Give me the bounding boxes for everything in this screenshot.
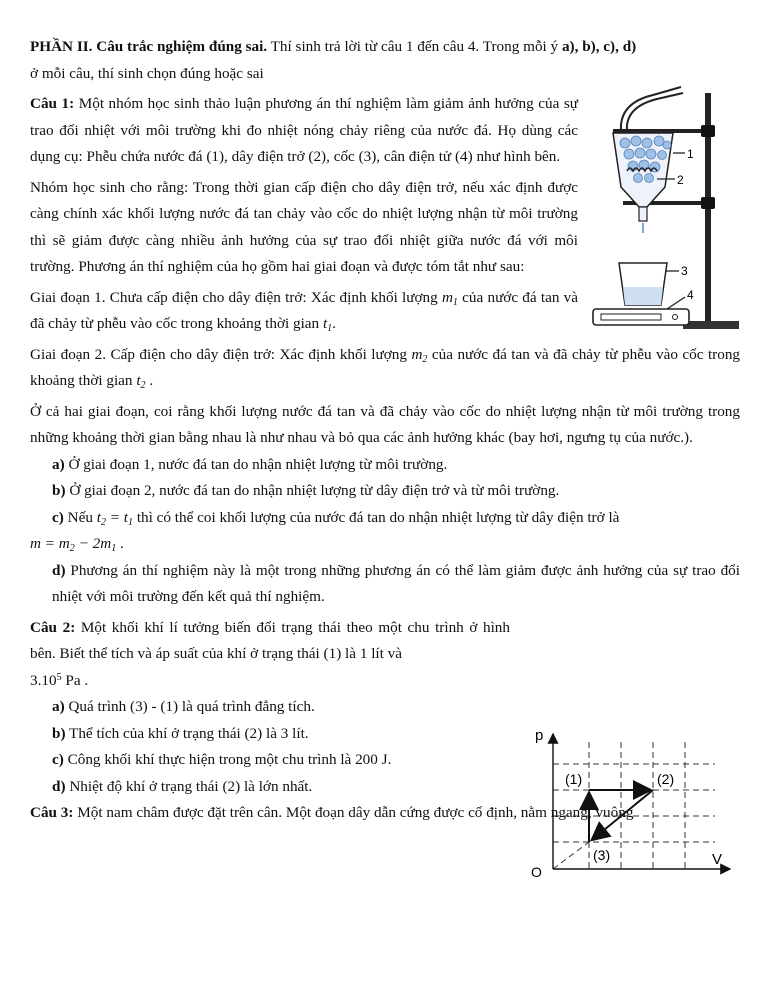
stand-base [683,321,739,329]
label-4: 4 [687,288,694,302]
part-title: PHẦN II. Câu trắc nghiệm đúng sai. [30,38,268,55]
v-axis-label: V [712,851,723,868]
m2-symbol: $m_2$ [411,345,428,365]
q3-intro: Câu 3: Một nam châm được đặt trên cân. Một đoạn dây dẫn cứng được cố định, nằm ngang, vuông [30,804,634,821]
q2-label: Câu 2: [30,618,76,636]
label-3: 3 [681,264,688,278]
q2-intro: Câu 2: Một khối khí lí tưởng biến đổi trạng thái theo một chu trình ở hình bên. Biết thể tích và áp suất của khí ở trạng thái (1) là 1 lít và 3.10$^5$ Pa . [30,618,510,689]
q1-assumption: Ở cả hai giai đoạn, coi rằng khối lượng nước đá tan và đã chảy vào cốc do nhiệt lượng nhận từ môi trường trong những khoảng thời gian bằng nhau là như nhau và bỏ qua các ảnh hưởng khác (bay hơi, ngưng tụ của nước.). [30,402,740,446]
state-3-label: (3) [593,847,611,863]
wire [621,87,681,131]
p-axis-label: p [535,727,544,744]
q3-label: Câu 3: [30,804,74,821]
part-instruction: Thí sinh trả lời từ câu 1 đến câu 4. Trong mỗi ý [267,38,562,55]
t-equation: $t_2 = t_1$ [96,508,134,528]
q1-intro: Câu 1: Một nhóm học sinh thảo luận phương án thí nghiệm làm giảm ảnh hưởng của sự trao đổi nhiệt với môi trường khi đo nhiệt nóng chảy riêng của nước đá. Họ dùng các dụng cụ: Phễu chứa nước đá (1), dây điện trở (2), cốc (3), cân điện tử (4) như hình bên. [30,95,578,165]
part-instruction-options: a), b), c), d) [561,38,637,55]
state-2-label: (2) [657,771,675,787]
q2-option-d[interactable]: d) Nhiệt độ khí ở trạng thái (2) là lớn nhất. [52,777,313,795]
q1-para2: Nhóm học sinh cho rằng: Trong thời gian cấp điện cho dây điện trở, nếu xác định được càng chính xác khối lượng nước đá tan chảy vào cốc do nhiệt lượng nhận từ môi trường thì sẽ giảm được càng nhiều ảnh hưởng của sự trao đổi nhiệt giữa nước đá với môi trường. Phương án thí nghiệm của họ gồm hai giai đoạn và được tóm tắt như sau: [30,178,578,275]
q1-option-d[interactable]: d) Phương án thí nghiệm này là một trong những phương án có thể làm giảm được ảnh hưởng của sự trao đổi nhiệt với môi trường đến kết quả thí nghiệm. [52,561,740,605]
q1-stage1: Giai đoạn 1. Chưa cấp điện cho dây điện trở: Xác định khối lượng $m_1$ của nước đá tan và đã chảy từ phễu vào cốc trong khoảng thời gian $t_1$. [30,288,578,334]
part-heading [30,34,740,87]
part-instruction-end: ở mỗi câu, thí sinh chọn đúng hoặc sai [30,64,264,82]
label-1: 1 [687,147,694,161]
pv-graph [525,724,740,884]
origin-label: O [531,864,542,880]
q1-option-b[interactable]: b) Ở giai đoạn 2, nước đá tan do nhận nhiệt lượng từ dây điện trở và từ môi trường. [52,482,560,499]
q1-stage2: Giai đoạn 2. Cấp điện cho dây điện trở: Xác định khối lượng $m_2$ của nước đá tan và đã chảy từ phễu vào cốc trong khoảng thời gian $t_2$ . [30,345,741,391]
state-1-label: (1) [565,771,583,787]
m1-symbol: $m_1$ [441,288,458,308]
label-2: 2 [677,173,684,187]
q2-option-a[interactable]: a) Quá trình (3) - (1) là quá trình đẳng tích. [52,698,315,715]
q2-option-b[interactable]: b) Thể tích của khí ở trạng thái (2) là 3 lít. [52,724,309,742]
mass-formula: $m = m_2 - 2m_1$ [30,535,117,554]
apparatus-figure [583,83,740,343]
q1-label: Câu 1: [30,95,75,112]
q2-option-c[interactable]: c) Công khối khí thực hiện trong một chu trình là 200 J. [52,751,392,768]
q1-option-a[interactable]: a) Ở giai đoạn 1, nước đá tan do nhận nhiệt lượng từ môi trường. [52,455,448,473]
q1-option-c[interactable]: c) Nếu $t_2 = t_1$ thì có thể coi khối lượng của nước đá tan do nhận nhiệt lượng từ dây điện trở là $m = m_2 - 2m_1$ . [30,508,620,554]
process-2-3 [593,790,653,839]
t2-symbol: $t_2$ [136,372,146,391]
t1-symbol: $t_1$ [322,315,333,334]
